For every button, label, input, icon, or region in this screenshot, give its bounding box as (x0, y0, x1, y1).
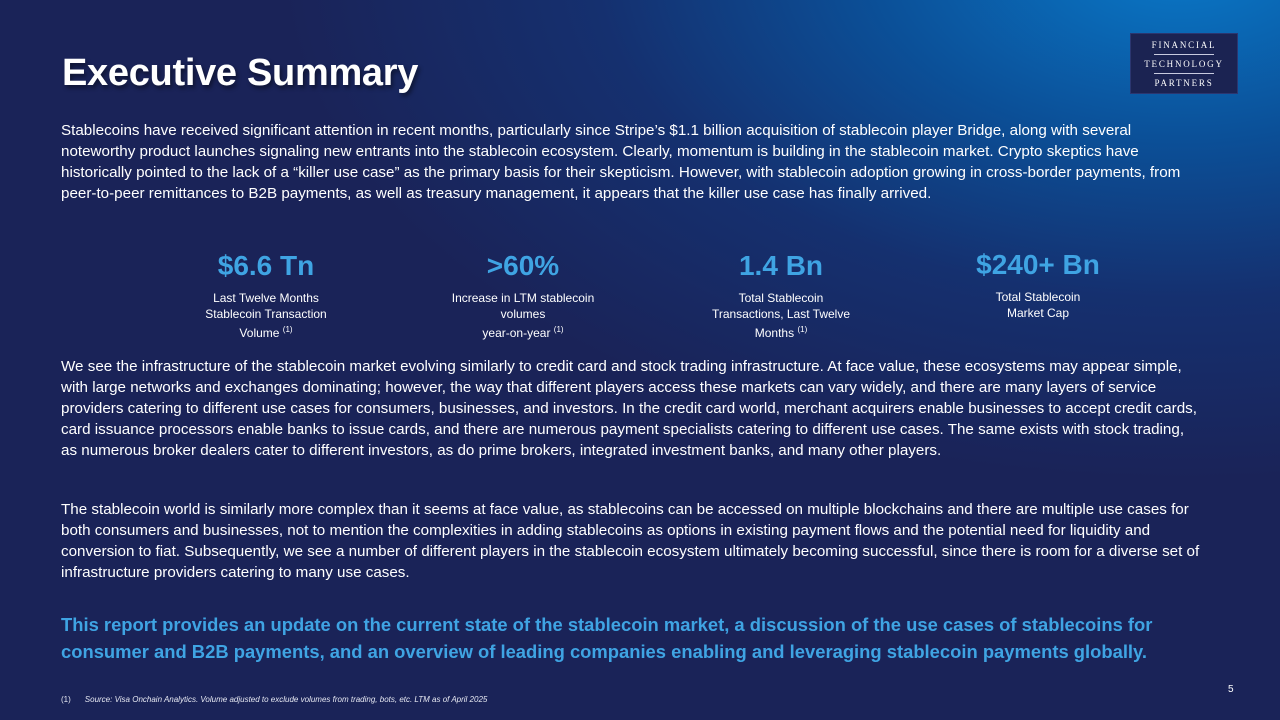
stat-label: Increase in LTM stablecoin volumes year-on-year $^{(1)}$ (451, 291, 595, 340)
logo-divider (1154, 73, 1214, 74)
stat-label: Last Twelve Months Stablecoin Transaction Volume $^{(1)}$ (205, 291, 327, 340)
page-number: 5 (1228, 684, 1234, 695)
footnote-ref: (1) (797, 325, 808, 334)
infrastructure-paragraph: We see the infrastructure of the stablecoin market evolving similarly to credit card and stock trading infrastructure. At face value, these ecosystems may appear simple, with large networks and exchanges dominating; however, the way that different players access these markets can vary widely, and there are many layers of service providers catering to different use cases for consumers, businesses, and investors. In the credit card world, merchant acquirers enable businesses to accept credit cards, card issuance processors enable banks to issue cards, and there are numerous payment specialists catering to different use cases. The same exists with stock trading, as numerous broker dealers cater to different investors, as do prime brokers, integrated investment banks, and many other players. (61, 358, 1197, 459)
logo-divider (1154, 54, 1214, 55)
stat-value: 1.4 Bn (738, 250, 824, 281)
ftp-logo (1130, 33, 1238, 94)
stat-transaction-volume (176, 250, 356, 342)
report-summary-callout: This report provides an update on the current state of the stablecoin market, a discussion of the use cases of stablecoins for consumer and B2B payments, and an overview of leading companies enabling and leveraging stablecoin payments globally. (61, 614, 1153, 662)
footnote-number: (1) (61, 695, 71, 704)
stat-label: Total Stablecoin Market Cap (995, 290, 1081, 320)
stat-volume-increase (433, 250, 613, 342)
logo-line-2: TECHNOLOGY (1144, 58, 1224, 69)
stat-value: >60% (486, 250, 560, 281)
page-title: Executive Summary (62, 52, 419, 94)
logo-line-1: FINANCIAL (1151, 39, 1217, 50)
intro-paragraph: Stablecoins have received significant attention in recent months, particularly since Stripe’s $1.1 billion acquisition of stablecoin player Bridge, along with several noteworthy product launches signaling new entrants into the stablecoin ecosystem. Clearly, momentum is building in the stablecoin market. Crypto skeptics have historically pointed to the lack of a “killer use case” as the primary basis for their skepticism. However, with stablecoin adoption growing in cross-border payments, from peer-to-peer remittances to B2B payments, as well as treasury management, it appears that the killer use case has finally arrived. (61, 122, 1181, 202)
stat-transaction-count (691, 250, 871, 342)
stat-market-cap (948, 249, 1128, 321)
footnote-text: Source: Visa Onchain Analytics. Volume adjusted to exclude volumes from trading, bots, etc. LTM as of April 2025 (84, 695, 488, 704)
footnote (61, 695, 487, 704)
stat-label: Total Stablecoin Transactions, Last Twelve Months $^{(1)}$ (711, 291, 851, 340)
footnote-ref: (1) (282, 325, 293, 334)
logo-line-3: PARTNERS (1154, 77, 1214, 88)
footnote-ref: (1) (553, 325, 564, 334)
stat-value: $6.6 Tn (217, 250, 315, 281)
stat-value: $240+ Bn (976, 249, 1100, 280)
complexity-paragraph: The stablecoin world is similarly more complex than it seems at face value, as stablecoins can be accessed on multiple blockchains and there are multiple use cases for both consumers and businesses, not to mention the complexities in adding stablecoins as options in existing payment flows and the potential need for liquidity and conversion to fiat. Subsequently, we see a number of different players in the stablecoin ecosystem ultimately becoming successful, since there is room for a diverse set of infrastructure providers catering to many use cases. (61, 501, 1200, 581)
